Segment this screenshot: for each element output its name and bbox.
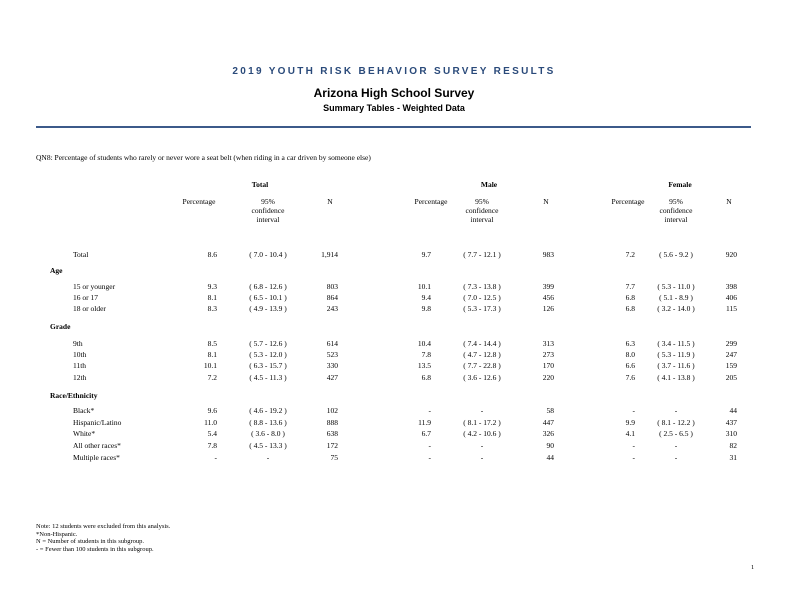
- cell-ci: ( 3.6 - 8.0 ): [251, 429, 285, 438]
- section-label: Age: [50, 266, 63, 275]
- cell-n: 247: [725, 350, 737, 359]
- cell-n: 398: [725, 282, 737, 291]
- row-label: 16 or 17: [73, 293, 98, 302]
- cell-ci: ( 3.6 - 12.6 ): [463, 373, 501, 382]
- cell-n: 170: [542, 361, 554, 370]
- survey-subtitle: Summary Tables - Weighted Data: [323, 103, 465, 113]
- col-header-ci: interval: [470, 215, 494, 224]
- cell-n: 326: [542, 429, 554, 438]
- row-label: Black*: [73, 406, 95, 415]
- cell-ci: ( 7.7 - 12.1 ): [463, 250, 501, 259]
- cell-n: 75: [330, 453, 338, 462]
- cell-percentage: -: [428, 406, 431, 415]
- cell-n: 44: [546, 453, 554, 462]
- cell-n: 864: [326, 293, 338, 302]
- group-header: Male: [480, 180, 498, 189]
- cell-ci: ( 6.5 - 10.1 ): [249, 293, 287, 302]
- cell-n: 447: [542, 418, 554, 427]
- cell-n: 983: [542, 250, 554, 259]
- cell-percentage: 9.7: [421, 250, 431, 259]
- cell-percentage: 7.2: [625, 250, 635, 259]
- cell-percentage: 6.8: [625, 304, 635, 313]
- cell-ci: ( 7.4 - 14.4 ): [463, 339, 501, 348]
- cell-ci: ( 5.1 - 8.9 ): [659, 293, 693, 302]
- row-label: 15 or younger: [73, 282, 116, 291]
- cell-ci: ( 2.5 - 6.5 ): [659, 429, 693, 438]
- cell-n: 102: [326, 406, 338, 415]
- cell-ci: ( 5.6 - 9.2 ): [659, 250, 693, 259]
- cell-percentage: 5.4: [207, 429, 217, 438]
- cell-percentage: 8.0: [625, 350, 635, 359]
- col-header-ci: 95%: [669, 197, 683, 206]
- cell-n: 82: [729, 441, 737, 450]
- cell-percentage: -: [632, 441, 635, 450]
- row-label: Multiple races*: [73, 453, 120, 462]
- cell-ci: ( 4.5 - 11.3 ): [249, 373, 287, 382]
- note-line: N = Number of students in this subgroup.: [36, 538, 145, 546]
- note-line: Note: 12 students were excluded from this analysis.: [36, 523, 171, 530]
- cell-n: 159: [725, 361, 737, 370]
- cell-ci: ( 5.7 - 12.6 ): [249, 339, 287, 348]
- cell-percentage: 7.2: [207, 373, 217, 382]
- cell-n: 638: [326, 429, 338, 438]
- row-label: 10th: [73, 350, 87, 359]
- cell-ci: ( 4.5 - 13.3 ): [249, 441, 287, 450]
- cell-n: 313: [542, 339, 554, 348]
- cell-n: 614: [326, 339, 338, 348]
- cell-n: 205: [725, 373, 737, 382]
- survey-title: Arizona High School Survey: [313, 86, 475, 100]
- cell-percentage: 10.1: [417, 282, 431, 291]
- cell-n: 437: [725, 418, 737, 427]
- col-header-ci: 95%: [475, 197, 489, 206]
- cell-ci: -: [480, 441, 484, 450]
- cell-percentage: 8.1: [207, 293, 217, 302]
- header-rule: [36, 126, 751, 128]
- cell-ci: ( 4.9 - 13.9 ): [249, 304, 287, 313]
- cell-percentage: 8.6: [207, 250, 217, 259]
- cell-n: 273: [542, 350, 554, 359]
- row-label: 11th: [73, 361, 87, 370]
- col-header-n: N: [327, 197, 333, 206]
- cell-ci: ( 6.3 - 15.7 ): [249, 361, 287, 370]
- cell-percentage: 6.8: [421, 373, 431, 382]
- cell-ci: ( 7.0 - 10.4 ): [249, 250, 287, 259]
- cell-percentage: 6.6: [625, 361, 635, 370]
- row-label: Hispanic/Latino: [73, 418, 122, 427]
- cell-percentage: 13.5: [417, 361, 431, 370]
- group-header: Total: [251, 180, 269, 189]
- cell-n: 220: [542, 373, 554, 382]
- cell-ci: ( 4.2 - 10.6 ): [463, 429, 501, 438]
- cell-ci: ( 5.3 - 17.3 ): [463, 304, 501, 313]
- col-header-ci: confidence: [465, 206, 499, 215]
- cell-percentage: 9.6: [207, 406, 217, 415]
- note-line: *Non-Hispanic.: [36, 530, 78, 538]
- cell-percentage: -: [428, 453, 431, 462]
- cell-ci: ( 5.3 - 11.9 ): [657, 350, 695, 359]
- cell-percentage: 11.9: [418, 418, 431, 427]
- col-header-n: N: [543, 197, 549, 206]
- col-header-ci: confidence: [659, 206, 693, 215]
- col-header-n: N: [726, 197, 732, 206]
- col-header-ci: interval: [664, 215, 688, 224]
- row-label: White*: [73, 429, 96, 438]
- page-number: 1: [751, 564, 755, 571]
- cell-percentage: 6.7: [421, 429, 431, 438]
- cell-ci: ( 4.1 - 13.8 ): [657, 373, 695, 382]
- cell-n: 310: [725, 429, 737, 438]
- cell-n: 523: [326, 350, 338, 359]
- row-label: Total: [73, 250, 89, 259]
- cell-ci: ( 5.3 - 11.0 ): [657, 282, 695, 291]
- cell-percentage: 4.1: [625, 429, 635, 438]
- cell-n: 406: [725, 293, 737, 302]
- cell-n: 172: [326, 441, 338, 450]
- cell-ci: ( 4.6 - 19.2 ): [249, 406, 287, 415]
- cell-n: 44: [729, 406, 737, 415]
- col-header-ci: 95%: [261, 197, 275, 206]
- cell-ci: -: [674, 453, 678, 462]
- cell-ci: -: [674, 441, 678, 450]
- cell-percentage: 8.5: [207, 339, 217, 348]
- cell-n: 888: [326, 418, 338, 427]
- cell-n: 427: [326, 373, 338, 382]
- cell-ci: ( 3.4 - 11.5 ): [657, 339, 695, 348]
- section-label: Grade: [50, 322, 71, 331]
- cell-ci: ( 7.7 - 22.8 ): [463, 361, 501, 370]
- cell-n: 803: [326, 282, 338, 291]
- cell-percentage: -: [428, 441, 431, 450]
- cell-n: 31: [729, 453, 737, 462]
- table-notes: [36, 523, 170, 553]
- cell-ci: ( 7.3 - 13.8 ): [463, 282, 501, 291]
- cell-n: 920: [725, 250, 737, 259]
- cell-n: 115: [726, 304, 737, 313]
- cell-percentage: 7.6: [625, 373, 635, 382]
- cell-n: 90: [546, 441, 554, 450]
- cell-ci: ( 8.1 - 12.2 ): [657, 418, 695, 427]
- cell-ci: ( 7.0 - 12.5 ): [463, 293, 501, 302]
- cell-percentage: 9.3: [207, 282, 217, 291]
- cell-percentage: 10.4: [417, 339, 431, 348]
- cell-percentage: 7.7: [625, 282, 635, 291]
- cell-percentage: 10.1: [203, 361, 217, 370]
- cell-percentage: 9.8: [421, 304, 431, 313]
- cell-ci: -: [480, 406, 484, 415]
- cell-n: 1,914: [321, 250, 338, 259]
- cell-ci: -: [480, 453, 484, 462]
- cell-n: 58: [546, 406, 554, 415]
- group-header: Female: [668, 180, 692, 189]
- cell-ci: -: [674, 406, 678, 415]
- col-header-ci: confidence: [251, 206, 285, 215]
- cell-ci: ( 3.7 - 11.6 ): [657, 361, 695, 370]
- cell-ci: ( 5.3 - 12.0 ): [249, 350, 287, 359]
- cell-ci: ( 8.1 - 17.2 ): [463, 418, 501, 427]
- row-label: All other races*: [73, 441, 121, 450]
- cell-n: 299: [725, 339, 737, 348]
- cell-percentage: -: [214, 453, 217, 462]
- col-header-percentage: Percentage: [182, 197, 216, 206]
- cell-percentage: 11.0: [204, 418, 217, 427]
- col-header-percentage: Percentage: [414, 197, 448, 206]
- cell-n: 456: [542, 293, 554, 302]
- cell-percentage: 8.3: [207, 304, 217, 313]
- col-header-ci: interval: [256, 215, 280, 224]
- section-label: Race/Ethnicity: [50, 391, 98, 400]
- row-label: 18 or older: [73, 304, 106, 313]
- cell-percentage: 9.9: [625, 418, 635, 427]
- cell-percentage: -: [632, 453, 635, 462]
- cell-ci: ( 3.2 - 14.0 ): [657, 304, 695, 313]
- row-label: 9th: [73, 339, 83, 348]
- cell-percentage: 6.8: [625, 293, 635, 302]
- cell-percentage: 7.8: [207, 441, 217, 450]
- question-text: QN8: Percentage of students who rarely or never wore a seat belt (when riding in a car driven by someone else): [36, 153, 371, 162]
- cell-ci: ( 8.8 - 13.6 ): [249, 418, 287, 427]
- note-line: - = Fewer than 100 students in this subgroup.: [36, 545, 154, 553]
- cell-percentage: 9.4: [421, 293, 431, 302]
- survey-results-heading: 2019 YOUTH RISK BEHAVIOR SURVEY RESULTS: [232, 66, 556, 77]
- col-header-percentage: Percentage: [611, 197, 645, 206]
- cell-percentage: -: [632, 406, 635, 415]
- row-label: 12th: [73, 373, 87, 382]
- cell-percentage: 7.8: [421, 350, 431, 359]
- cell-percentage: 6.3: [625, 339, 635, 348]
- cell-ci: -: [266, 453, 270, 462]
- cell-n: 243: [326, 304, 338, 313]
- cell-n: 126: [542, 304, 554, 313]
- cell-n: 399: [542, 282, 554, 291]
- cell-n: 330: [326, 361, 338, 370]
- cell-percentage: 8.1: [207, 350, 217, 359]
- cell-ci: ( 6.8 - 12.6 ): [249, 282, 287, 291]
- cell-ci: ( 4.7 - 12.8 ): [463, 350, 501, 359]
